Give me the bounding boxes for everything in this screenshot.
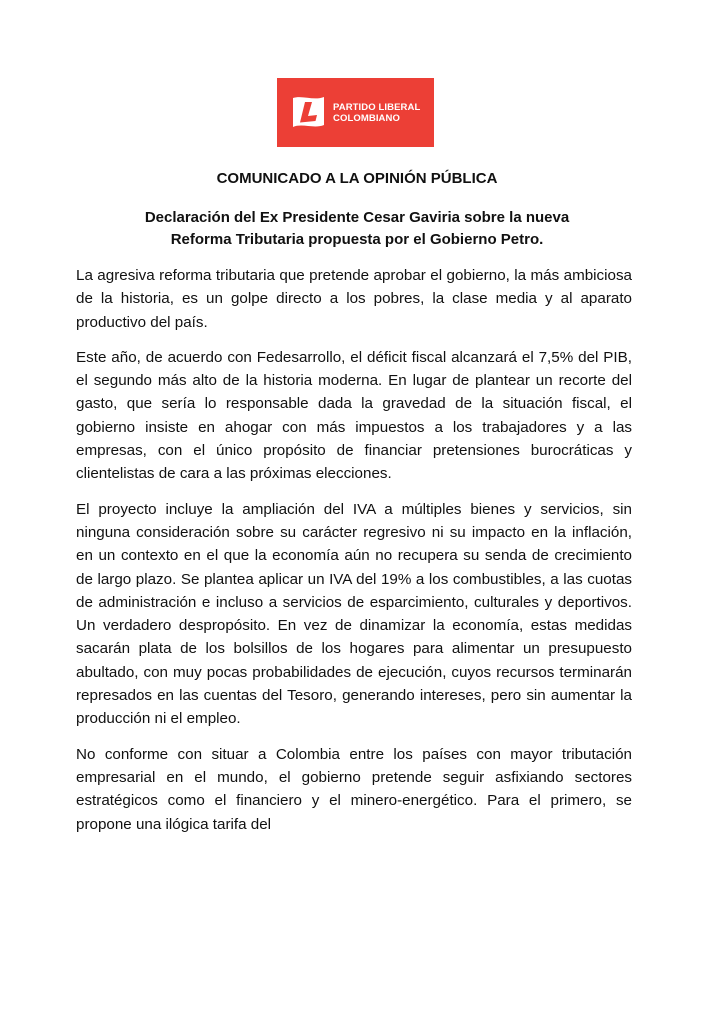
subtitle-line-2: Reforma Tributaria propuesta por el Gobierno Petro. [170, 231, 544, 248]
subtitle-line-1: Declaración del Ex Presidente Cesar Gaviria sobre la nueva [144, 209, 570, 226]
paragraph-2: Este año, de acuerdo con Fedesarrollo, el déficit fiscal alcanzará el 7,5% del PIB, el segundo más alto de la historia moderna. En lugar de plantear un recorte del gasto, que sería lo responsable dada la gravedad de la situación fiscal, el gobierno insiste en ahogar con más impuestos a los trabajadores y a las empresas, con el único propósito de financiar pretensiones burocráticas y clientelistas de cara a las próximas elecciones. [76, 348, 632, 483]
document-subtitle [90, 207, 624, 251]
logo-line-2: COLOMBIANO [333, 113, 400, 124]
paragraph-1: La agresiva reforma tributaria que pretende aprobar el gobierno, la más ambiciosa de la historia, es un golpe directo a los pobres, la clase media y al aparato productivo del país. [76, 267, 632, 331]
liberal-l-flag-icon [290, 94, 326, 131]
paragraph-3: El proyecto incluye la ampliación del IVA a múltiples bienes y servicios, sin ninguna consideración sobre su carácter regresivo ni su impacto en la inflación, en un contexto en el que la economía aún no recupera su senda de crecimiento de largo plazo. Se plantea aplicar un IVA del 19% a los combustibles, a las cuotas de administración e incluso a servicios de esparcimiento, culturales y deportivos. Un verdadero despropósito. En vez de dinamizar la economía, estas medidas sacarán plata de los bolsillos de los hogares para alimentar un presupuesto abultado, con muy pocas probabilidades de ejecución, cuyos recursos terminarán represados en las cuentas del Tesoro, generando intereses, pero sin aumentar la producción ni el empleo. [76, 500, 632, 728]
paragraph-4: No conforme con situar a Colombia entre los países con mayor tributación empresarial en el mundo, el gobierno pretende seguir asfixiando sectores estratégicos como el financiero y el minero-energético. Para el primero, se propone una ilógica tarifa del [76, 745, 632, 833]
document-body [76, 264, 632, 848]
logo-wordmark [333, 102, 420, 124]
party-logo [277, 78, 434, 147]
document-title: COMUNICADO A LA OPINIÓN PÚBLICA [216, 170, 498, 187]
logo-line-1: PARTIDO LIBERAL [333, 102, 421, 113]
